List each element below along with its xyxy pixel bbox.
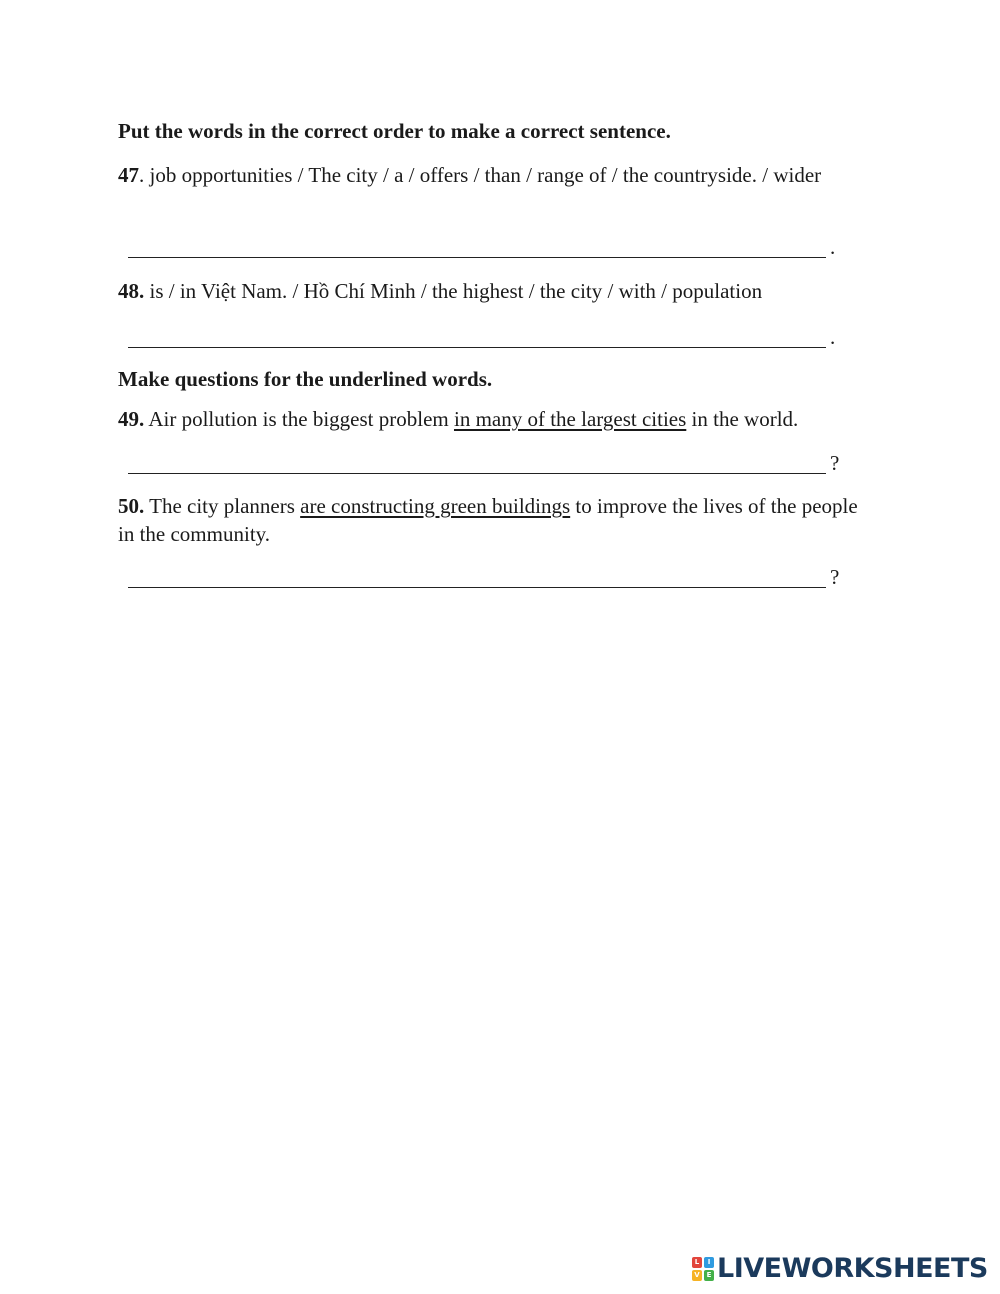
question-50 <box>118 492 868 548</box>
answer-row-50 <box>128 558 839 588</box>
answer-end-mark: . <box>830 325 836 349</box>
logo-mark-tile: I <box>704 1257 714 1268</box>
logo-mark-tile: E <box>704 1270 714 1281</box>
answer-row-47 <box>128 228 835 258</box>
underlined-phrase: are constructing green buildings <box>300 494 571 518</box>
question-number: 47 <box>118 163 139 187</box>
section-instruction-questions: Make questions for the underlined words. <box>118 367 493 391</box>
answer-end-mark: ? <box>830 565 840 589</box>
logo-mark-tile: L <box>692 1257 702 1268</box>
question-text: is / in Việt Nam. / Hồ Chí Minh / the highest / the city / with / population <box>144 279 763 303</box>
section-instruction-reorder: Put the words in the correct order to make a correct sentence. <box>118 119 671 143</box>
answer-input-50[interactable] <box>128 561 826 588</box>
answer-row-48 <box>128 318 835 348</box>
liveworksheets-logo <box>692 1254 988 1284</box>
question-text: . job opportunities / The city / a / offers / than / range of / the countryside. / wider <box>139 163 822 187</box>
logo-mark-tile: V <box>692 1270 702 1281</box>
question-text-after: in the world. <box>686 407 799 431</box>
answer-input-49[interactable] <box>128 447 826 474</box>
logo-mark-icon <box>692 1257 714 1281</box>
question-text-after: to improve the lives of the people in the community. <box>118 494 858 546</box>
answer-end-mark: . <box>830 235 836 259</box>
question-49 <box>118 405 868 433</box>
answer-input-47[interactable] <box>128 231 826 258</box>
answer-input-48[interactable] <box>128 321 826 348</box>
question-number: 49. <box>118 407 145 431</box>
question-48 <box>118 277 868 305</box>
question-number: 50. <box>118 494 145 518</box>
answer-row-49 <box>128 444 839 474</box>
logo-text: LIVEWORKSHEETS <box>717 1253 988 1284</box>
question-number: 48. <box>118 279 145 303</box>
question-text-before: The city planners <box>144 494 301 518</box>
answer-end-mark: ? <box>830 451 840 475</box>
question-text-before: Air pollution is the biggest problem <box>144 407 454 431</box>
underlined-phrase: in many of the largest cities <box>453 407 687 431</box>
question-47 <box>118 161 868 189</box>
